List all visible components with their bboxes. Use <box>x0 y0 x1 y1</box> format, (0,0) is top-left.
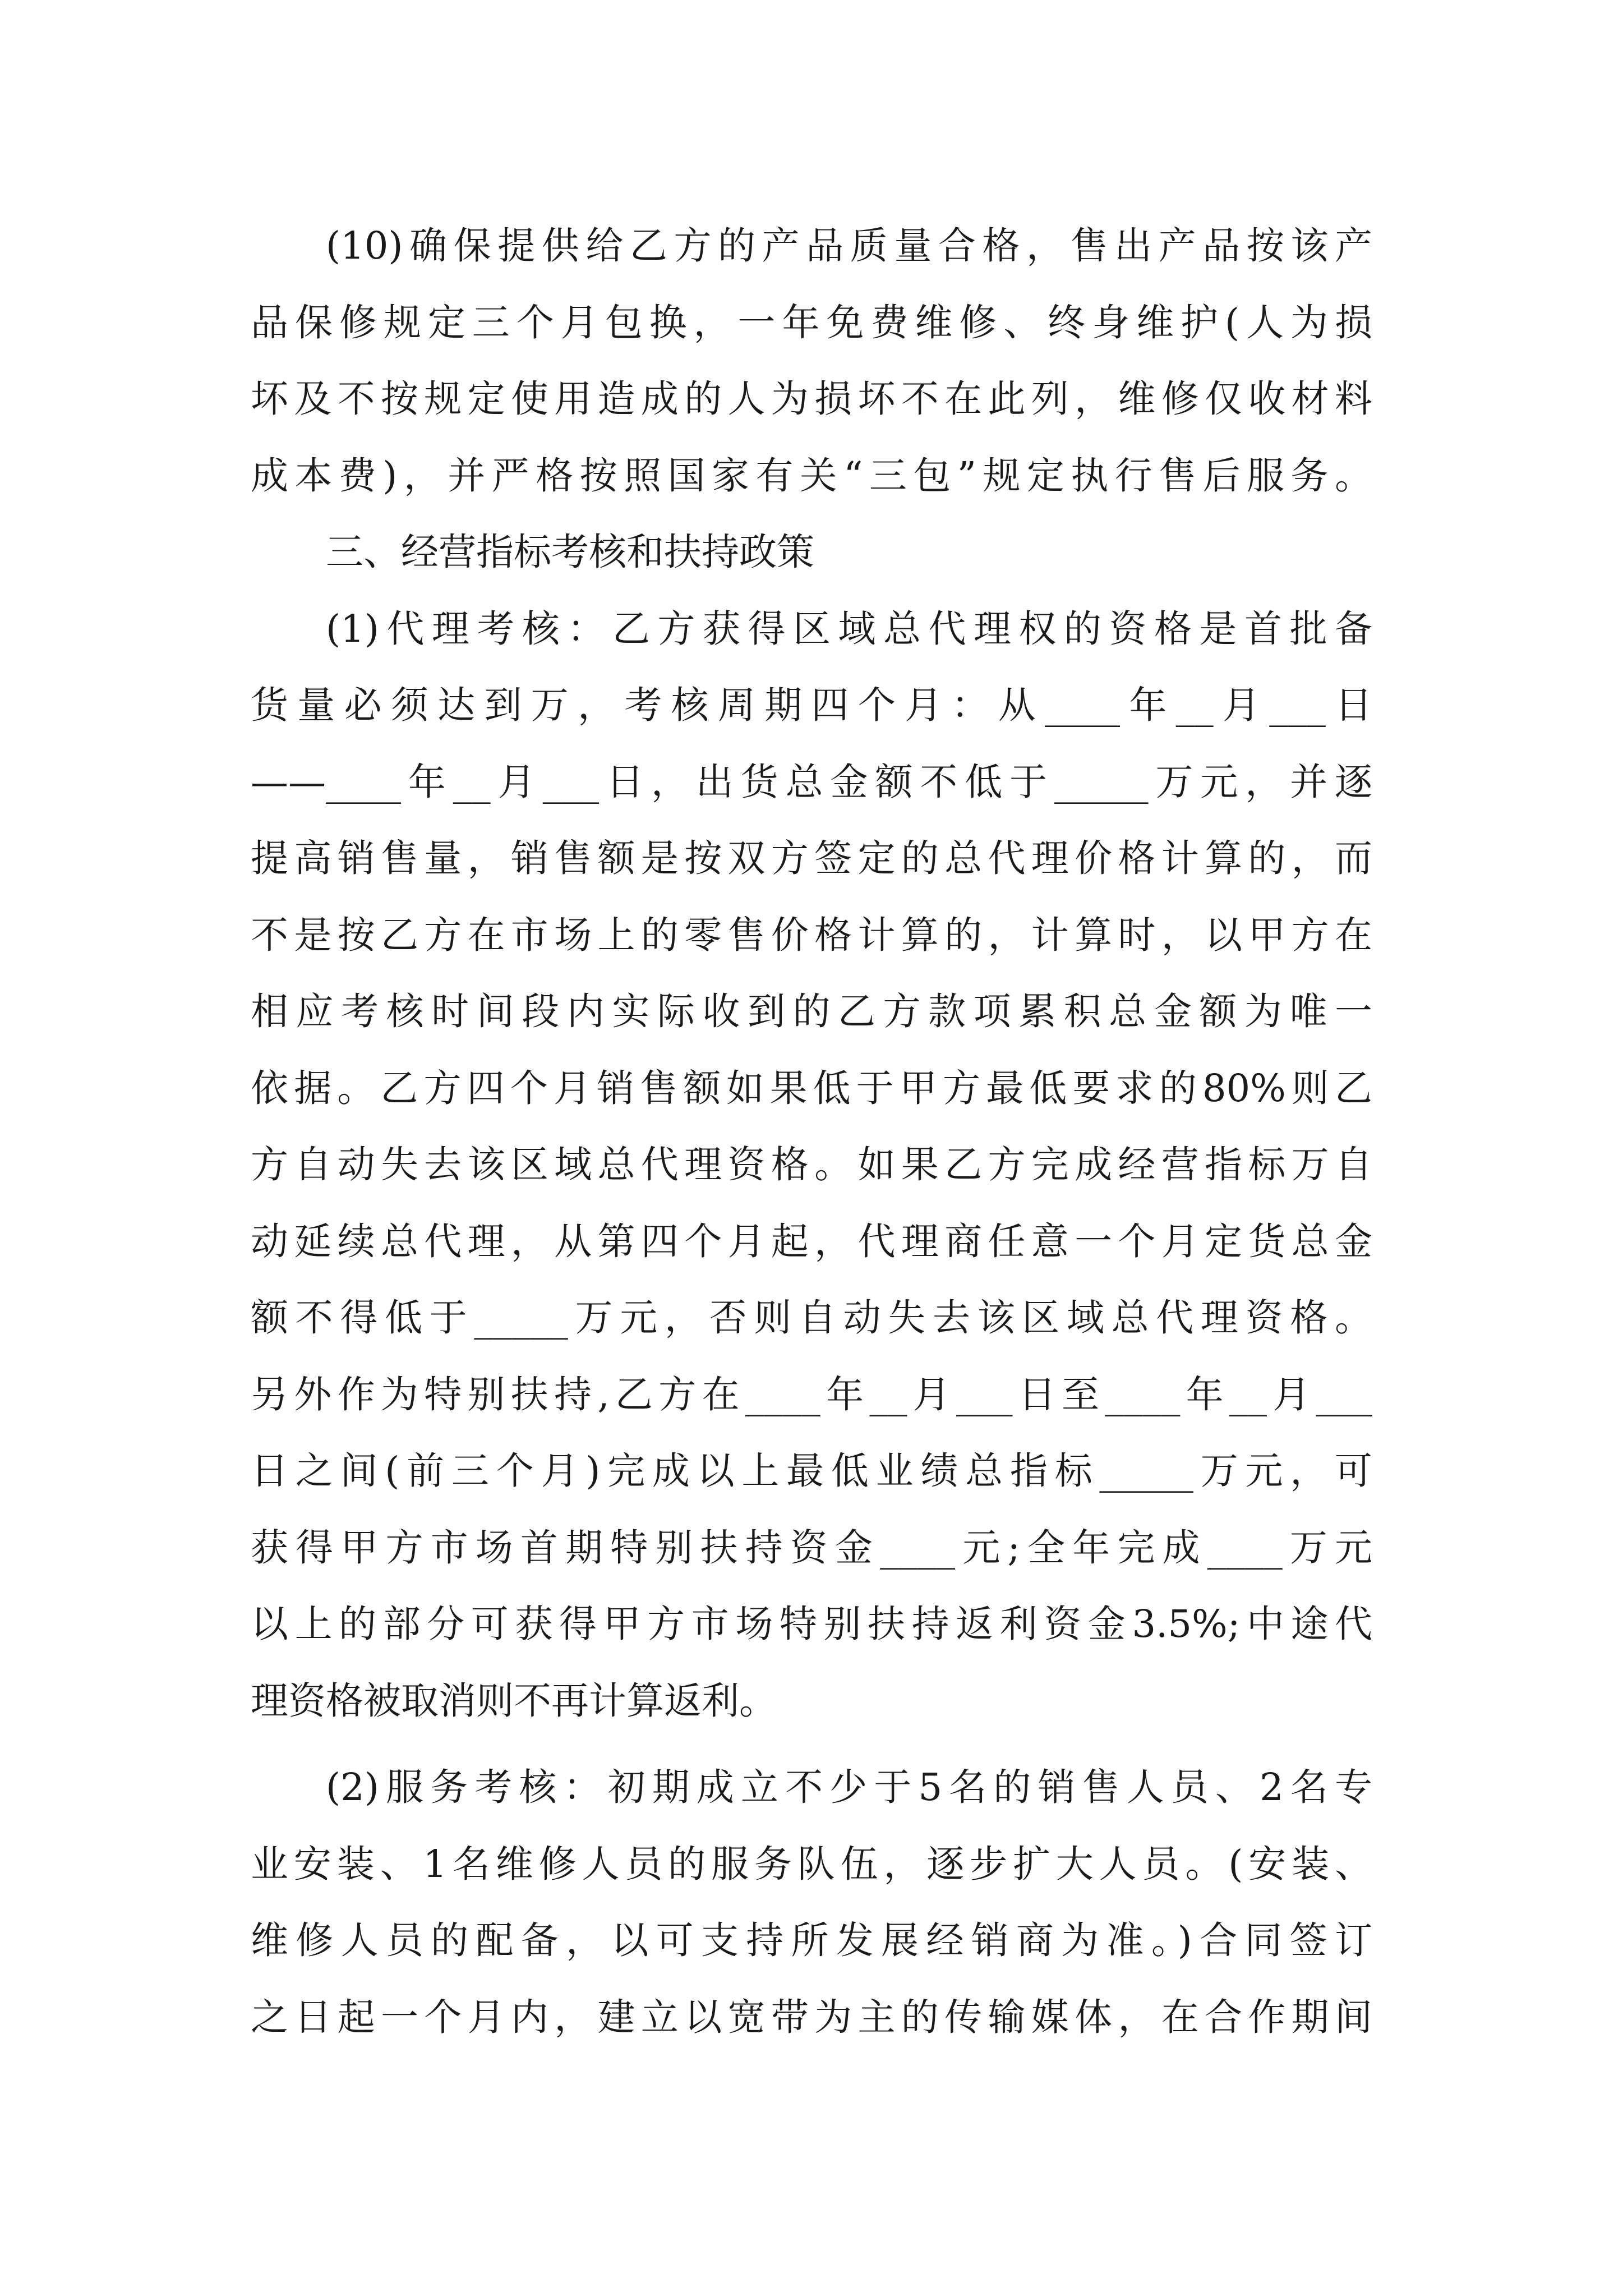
text-line: (10)确保提供给乙方的产品质量合格，售出产品按该产 <box>326 224 1372 268</box>
text-line: ——____年__月___日，出货总金额不低于_____万元，并逐 <box>251 760 1372 804</box>
text-line: 业安装、1名维修人员的服务队伍，逐步扩大人员。(安装、 <box>251 1842 1372 1886</box>
text-line: (1)代理考核：乙方获得区域总代理权的资格是首批备 <box>326 606 1372 651</box>
paragraph-warranty <box>251 208 1372 514</box>
text-line: 提高销售量，销售额是按双方签定的总代理价格计算的，而 <box>251 836 1372 880</box>
heading-line: 三、经营指标考核和扶持政策 <box>326 530 814 574</box>
text-line: 之日起一个月内，建立以宽带为主的传输媒体，在合作期间 <box>251 1995 1372 2039</box>
text-line: 依据。乙方四个月销售额如果低于甲方最低要求的80%则乙 <box>251 1066 1372 1110</box>
text-line: 相应考核时间段内实际收到的乙方款项累积总金额为唯一 <box>251 990 1372 1033</box>
text-line: 不是按乙方在市场上的零售价格计算的，计算时，以甲方在 <box>251 913 1372 957</box>
text-line: 理资格被取消则不再计算返利。 <box>251 1678 777 1723</box>
text-line: 获得甲方市场首期特别扶持资金____元;全年完成____万元 <box>251 1525 1372 1570</box>
text-line: 品保修规定三个月包换，一年免费维修、终身维护(人为损 <box>251 300 1372 344</box>
paragraph-service-assessment <box>251 1749 1372 2055</box>
text-line: 动延续总代理，从第四个月起，代理商任意一个月定货总金 <box>251 1219 1372 1263</box>
text-line: 成本费)，并严格按照国家有关“三包”规定执行售后服务。 <box>251 453 1372 498</box>
text-line: 维修人员的配备，以可支持所发展经销商为准。)合同签订 <box>251 1918 1372 1962</box>
text-line: 以上的部分可获得甲方市场特别扶持返利资金3.5%;中途代 <box>251 1602 1372 1646</box>
section-heading <box>251 514 1372 591</box>
text-line: 额不得低于_____万元，否则自动失去该区域总代理资格。 <box>251 1296 1372 1340</box>
document-body <box>251 208 1372 2055</box>
paragraph-agency-assessment <box>251 591 1372 1740</box>
text-line: (2)服务考核：初期成立不少于5名的销售人员、2名专 <box>326 1765 1372 1809</box>
text-line: 坏及不按规定使用造成的人为损坏不在此列，维修仅收材料 <box>251 377 1372 421</box>
text-line: 货量必须达到万，考核周期四个月：从____年__月___日 <box>251 683 1372 727</box>
text-line: 另外作为特别扶持,乙方在____年__月___日至____年__月___ <box>251 1372 1372 1416</box>
paragraph-spacer <box>251 1739 1372 1749</box>
text-line: 日之间(前三个月)完成以上最低业绩总指标_____万元，可 <box>251 1449 1372 1493</box>
text-line: 方自动失去该区域总代理资格。如果乙方完成经营指标万自 <box>251 1143 1372 1186</box>
